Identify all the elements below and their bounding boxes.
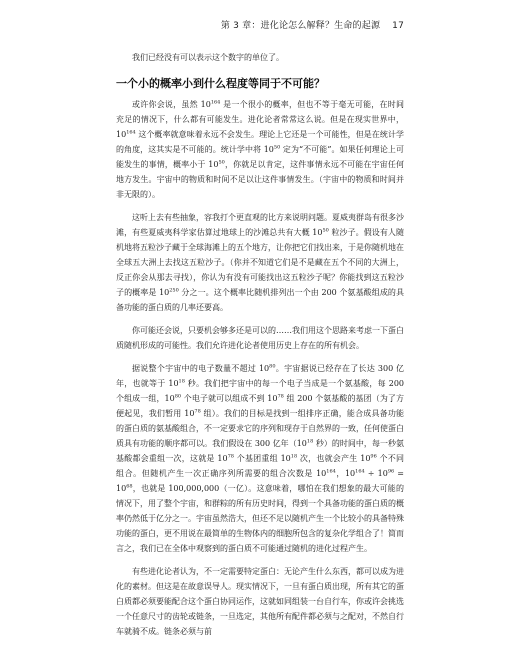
paragraph: 有些进化论者认为，不一定需要特定蛋白：无论产生什么东西，都可以成为进化的素材。但这是在故意误导人。现实情况下，一旦有蛋白质出现，所有其它的蛋白质都必须要能配合这个蛋白协同运作，这就如同组装一台自行车，你或许会挑选一个任意尺寸的齿轮或链条，一旦选定，其他所有配件都必须与之配对，不然自行车就骑不成。链条必须与前	[116, 567, 404, 636]
running-head	[221, 18, 404, 31]
body-text	[116, 50, 404, 647]
paragraph: 你可能还会说，只要机会够多还是可以的……我们用这个思路来考虑一下蛋白质随机形成的可能性。我们允许进化论者使用历史上存在的所有机会。	[116, 326, 404, 350]
paragraph: 据说整个宇宙中的电子数量不超过 $10^{80}$。宇宙据说已经存在了长达 300 亿年，也就等于 $10^{18}$ 秒。我们把宇宙中的每一个电子当成是一个氨基酸，每 200 个组成一组，$10^{80}$ 个电子就可以组成不到 $10^{78}$ 组 200 个氨基酸的基团（为了方便起见，我们暂用 $10^{78}$ 组）。我们的目标是找到一组排序正确，能合成具备功能的蛋白质的氨基酸组合，不一定要求它的序列和现存于自然界的一致，任何使蛋白质具有功能的顺序都可以。我们假设在 300 亿年（$10^{18}$ 秒）的时间中，每一秒氨基酸都会重组一次，这就是 $10^{78}$ 个基团重组 $10^{18}$ 次，也就会产生 $10^{96}$ 个不同组合。但随机产生一次正确序列所需要的组合次数是 $10^{164}$，$10^{164} \div 10^{96} = 10^{68}$，也就是 100,000,000（一亿）。这意味着，哪怕在我们想象的最大可能的情况下，用了整个宇宙，和群粽的所有历史时间，得到一个具备功能的蛋白质的概率仍然低于亿分之一。宇宙虽然浩大，但还不足以随机产生一个比较小的具备特殊功能的蛋白，更不用说在最简单的生物体内的细胞所包含的复杂化学组合了！简而言之，我们已在全体中观察到的蛋白质不可能通过随机的进化过程产生。	[116, 363, 405, 553]
section-heading: 一个小的概率小到什么程度等同于不可能？	[116, 77, 325, 90]
page-number: 17	[392, 21, 404, 31]
paragraph: 我们已经没有可以表示这个数字的单位了。	[132, 53, 284, 62]
paragraph: 这听上去有些抽象，容我打个更直观的比方来说明问题。夏威夷群岛有很多沙滩，有些夏威夷科学家估算过地球上的沙滩总共有大概 $10^{50}$ 粒沙子。假设有人随机地将五粒沙子藏于全球海滩上的五个地方，让你把它们找出来，于是你随机地在全球五大洲上去找这五粒沙子。（你并不知道它们是不是藏在五个不同的大洲上，反正你会从那去寻找），你认为有没有可能找出这五粒沙子呢？你能找到这五粒沙子的概率是 $10^{250}$ 分之一。这个概率比随机排列出一个由 200 个氨基酸组成的具备功能的蛋白质的几率还要高。	[116, 213, 404, 312]
paragraph: 或许你会说，虽然 $10^{164}$ 是一个很小的概率，但也不等于毫无可能，在时间充足的情况下，什么都有可能发生。进化论者常常这么说。但是在现实世界中，$10^{164}$ 这个概率就意味着永远不会发生。理论上它还是一个可能性，但是在统计学的角度，这其实是不可能的。统计学中将 $10^{50}$ 定为“不可能”。如果任何理论上可能发生的事情，概率小于 $10^{50}$，你就足以肯定，这件事情永远不可能在宇宙任何地方发生。宇宙中的物质和时间不足以让这件事情发生。（宇宙中的物质和时间并非无限的）。	[116, 99, 405, 199]
chapter-title: 第 3 章：进化论怎么解释？生命的起源	[220, 21, 381, 31]
